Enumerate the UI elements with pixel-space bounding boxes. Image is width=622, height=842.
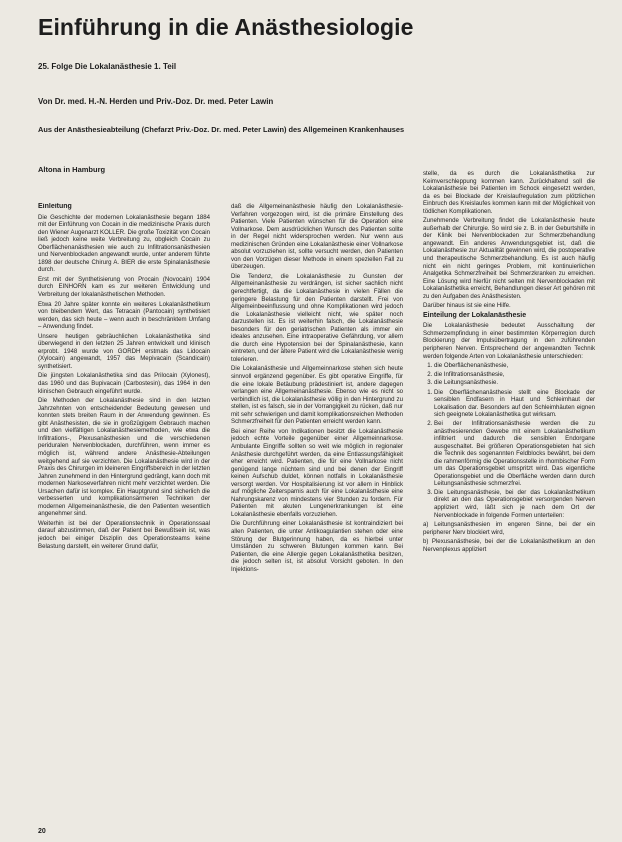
article-city: Altona in Hamburg xyxy=(38,165,106,174)
paragraph: Die Durchführung einer Lokalanästhesie ist kontraindiziert bei allen Patienten, die unter Antikoagulantien stehen oder eine Störung der Blutgerinnung haben, da es hierbei unter Umständen zu schweren Blutungen kommen kann. Bei Patienten, die eine Allergie gegen Lokalanästhetika besitzen, die jedoch selten ist, ist absolut Vorsicht geboten. In den Injektions- xyxy=(231,520,403,573)
article-authors: Von Dr. med. H.-N. Herden und Priv.-Doz. Dr. med. Peter Lawin xyxy=(38,97,274,106)
section-heading-einleitung: Einleitung xyxy=(38,203,72,210)
paragraph: daß die Allgemeinanästhesie häufig den Lokalanästhesie-Verfahren vorgezogen wird, ist die primäre Einstellung des Patienten. Viele Patienten wünschen für die Operation eine Vollnarkose. Dem ausdrücklichen Wunsch des Patienten sollte in der Regel nicht widersprochen werden. Nur wenn aus medizinischen Gründen eine Lokalanästhesie einer Vollnarkose absolut vorzuziehen ist, sollte versucht werden, den Patienten von den Vorzügen dieser Methode in einem speziellen Fall zu überzeugen. xyxy=(231,203,403,271)
paragraph: Unsere heutigen gebräuchlichen Lokalanästhetika sind überwiegend in den letzten 25 Jahren entwickelt und klinisch erprobt. 1948 wurde von GORDH erstmals das Lidocain (Xylocain) angewandt, 1957 das Mepivacain (Scandicain) synthetisiert. xyxy=(38,332,210,370)
list-item: 2. die Infiltrationsanästhesie, xyxy=(434,371,595,379)
paragraph: stelle, da es durch die Lokalanästhetika zur Keimverschleppung kommen kann. Zurückhaltend soll die Lokalanästhesie bei Patienten im Schock eingesetzt werden, da es bei Blockade der Kreislaufregulation zum plötzlichen Einbruch des Kreislaufes kommen kann mit der Möglichkeit von tödlichen Komplikationen. xyxy=(423,170,595,215)
numbered-detail-list xyxy=(423,389,595,519)
page-number: 20 xyxy=(38,828,46,835)
article-affiliation: Aus der Anästhesieabteilung (Chefarzt Priv.-Doz. Dr. med. Peter Lawin) des Allgemeinen Krankenhauses xyxy=(38,125,405,134)
text-column-3 xyxy=(423,170,595,825)
paragraph: Erst mit der Synthetisierung von Procain (Novocain) 1904 durch EINHORN kam es zur weiteren Entwicklung und Verbreitung der lokalanästhetischen Methoden. xyxy=(38,275,210,299)
paragraph: Darüber hinaus ist sie eine Hilfe. xyxy=(423,302,511,310)
paragraph: Die Tendenz, die Lokalanästhesie zu Gunsten der Allgemeinanästhesie zu verdrängen, ist sicher sachlich nicht gerechtfertigt, da die Lokalanästhesie in vielen Fällen die geringere Belastung für den Patienten darstellt. Frei von Allgemeinbeeinflussung und ohne Komplikationen wird jedoch die Lokalanästhesie vielleicht nicht, wie später noch darzustellen ist. Es ist weiterhin falsch, die Lokalanästhesie besonders für den geriatrischen Patienten als immer ein ideales anzusehen. Eine intraoperative Gefährdung, vor allem die durch eine Hypotension bei der Spinalanästhesie, kann eintreten, und der ältere Patient wird die Lokalanästhesie wenig tolerieren. xyxy=(231,272,403,363)
paragraph: Die Methoden der Lokalanästhesie sind in den letzten Jahrzehnten von entscheidender Bedeutung gewesen und konnten stets breiten Raum in der Anwendung gewinnen. Es gibt Anästhesisten, die sie in großzügigem Gebrauch machen und den vielfältigen Lokalanästhesiemethoden, wie etwa die Infiltrations-, Plexusanästhesien und die verschiedenen periduralen Nervenblockaden, durchführen, wenn immer es möglich ist, während andere Anästhesie-Abteilungen weitgehend auf sie verzichten. Die Lokalanästhesie wird in der Praxis des Chirurgen im kleineren Eingriffsbereich in der letzten Jahren zunehmend in den Hintergrund gedrängt, kann doch mit modernen Narkoseverfahren nicht mehr verzichtet werden. Die Ursachen dafür ist komplex. Ein Hauptgrund sind sicherlich die verbesserten und komplikationsärmeren Techniken der modernen Allgemeinanästhesie, die den Patienten wesentlich angenehmer sind. xyxy=(38,397,210,518)
paragraph: Die Lokalanästhesie bedeutet Ausschaltung der Schmerzempfindung in einer bestimmten Körperregion durch Blockierung der Impulsübertragung in den zuführenden peripheren Nerven. Entsprechend der angewandten Technik werden folgende Arten von Lokalanästhesie unterschieden: xyxy=(423,322,595,360)
numbered-list xyxy=(423,362,595,387)
paragraph: Die jüngsten Lokalanästhetika sind das Prilocain (Xylonest), das 1960 und das Bupivacain (Carbostesin), das 1964 in den klinischen Gebrauch eingeführt wurde. xyxy=(38,372,210,395)
paragraph: Etwa 20 Jahre später konnte ein weiteres Lokalanästhetikum von bleibendem Wert, das Tetracain (Pantocain) synthetisiert werden, das sich heute – wenn auch in beschränktem Umfang – Anwendung findet. xyxy=(38,300,210,331)
paragraph: Bei einer Reihe von Indikationen besitzt die Lokalanästhesie jedoch echte Vorteile gegenüber einer Allgemeinnarkose. Ambulante Eingriffe sollten so weit wie möglich in regionaler Anästhesie durchgeführt werden, da eine Entlassungsfähigkeit eher erreicht wird. Patienten, die für eine Vollnarkose nicht genügend lange nüchtern sind und bei denen der Eingriff keinen Aufschub duldet, können notfalls in Lokalanästhesie versorgt werden. Vor Hospitalisierung ist vor allem in Hinblick auf mögliche Zeitersparnis auch für eine Lokalanästhesie eine Nahrungskarenz von mindestens vier Stunden zu fordern. Für Patienten mit akuten Lungenerkrankungen ist eine Lokalanästhesie ebenfalls vorzuziehen. xyxy=(231,427,403,518)
paragraph: Die Geschichte der modernen Lokalanästhesie begann 1884 mit der Einführung von Cocain in die medizinische Praxis durch den Wiener Augenarzt KOLLER. Die große Toxizität von Cocain ließ jedoch keine weite Verbreitung zu, obgleich Cocain zu Oberflächenanästhesien wie auch zu Infiltrationsanästhesien und Nervenblockaden angewandt wurde, unter anderem führte 1898 der deutsche Chirurg A. BIER die erste Spinalanästhesie durch. xyxy=(38,213,210,274)
section-heading-einteilung: Einteilung der Lokalanästhesie xyxy=(423,311,527,319)
list-item: 3. Die Leitungsanästhesie, bei der das Lokalanästhetikum direkt an den das Operationsgebiet versorgenden Nerven appliziert wird, läßt sich je nach dem Ort der Nervenblockade in folgende Formen unterteilen: xyxy=(434,489,595,519)
list-item: 1. Die Oberflächenanästhesie stellt eine Blockade der sensiblen Endfasern in Haut und Schleimhaut der Lokalisation dar. Besonders auf den Schleimhäuten eignen sich geeignete Lokalanästhetika gut wirksam. xyxy=(434,389,595,419)
paragraph: Die Lokalanästhesie und Allgemeinnarkose stehen sich heute sinnvoll ergänzend gegenüber. Es gibt operative Eingriffe, für die eine lokale Betäubung prädestiniert ist, andere dagegen verlangen eine Allgemeinanästhesie. Ebenso wie es nicht so verbindlich ist, die Lokalanästhesie völlig in den Hintergrund zu stellen, ist es falsch, sie in der Vorrangigkeit zu rücken, daß nur mit sehr schwierigen und damit komplikationsreichen Methoden Schmerzfreiheit für den Patienten erreicht werden kann. xyxy=(231,365,403,426)
list-item: 1. die Oberflächenanästhesie, xyxy=(434,362,595,370)
text-column-1 xyxy=(38,203,210,823)
sub-list-item: b) Plexusanästhesie, bei der die Lokalanästhetikum an den Nervenplexus appliziert xyxy=(423,538,595,553)
paragraph: Zunehmende Verbreitung findet die Lokalanästhesie heute außerhalb der Chirurgie. So wird sie z. B. in der Geburtshilfe in der Klinik bei Nervenblockaden zur Schmerzbehandlung angewandt. Ein anderes Anwendungsgebiet ist, daß die Lokalanästhesie zur Aktualität gewinnen wird, die postoperative und therapeutische Schmerzbehandlung. Es ist auch häufig nicht ein nicht geringes Problem, mit kontinuierlichen Analgetika Schmerzfreiheit bei Schmerzkranken zu erreichen. Eine Lösung wird hierfür nicht selten mit Nervenblockaden mit Lokalanästhetika erreicht, Behandlungen dieser Art gehören mit zu den Aufgaben des Anästhesisten. xyxy=(423,217,595,300)
sub-list-item: a) Leitungsanästhesien im engeren Sinne, bei der ein peripherer Nerv blockiert wird, xyxy=(423,521,595,536)
text-column-2 xyxy=(231,203,403,823)
article-title: Einführung in die Anästhesiologie xyxy=(38,14,414,40)
list-item: 3. die Leitungsanästhesie. xyxy=(434,379,595,387)
paragraph: Weiterhin ist bei der Operationstechnik in Operationssaal darauf abzustimmen, daß der Patient bei Bewußtsein ist, was jedoch bei einiger Disziplin des Operationsteams keine Belastung darstellt, ein weiterer Grund dafür, xyxy=(38,519,210,550)
article-subtitle: 25. Folge Die Lokalanästhesie 1. Teil xyxy=(38,62,177,71)
list-item: 2. Bei der Infiltrationsanästhesie werden die zu anästhesierenden Gewebe mit einem Lokalanästhetikum infiltriert und dadurch die sensiblen Endorgane ausgeschaltet. Bei größeren Operationsgebieten hat sich die Technik des sogenannten Feldblocks bewährt, bei dem die rahmenförmig die Operationsstelle in rhombischer Form um das Operationsgebiet umspritzt wird. Das eigentliche Operationsgebiet und die Oberfläche werden dann durch Leitungsanästhesie schmerzfrei. xyxy=(434,420,595,488)
